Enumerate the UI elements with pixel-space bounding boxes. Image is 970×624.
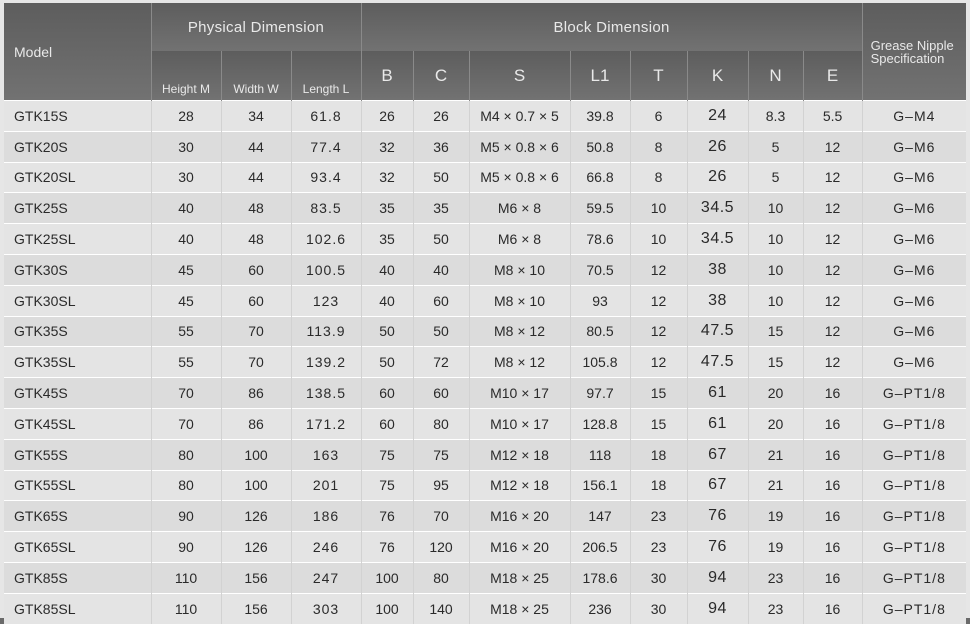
cell-b: 32 (361, 131, 413, 162)
header-grease-line1: Grease Nipple (870, 37, 954, 53)
cell-s: M10 × 17 (469, 378, 570, 409)
cell-b: 100 (361, 593, 413, 623)
cell-b: 75 (361, 439, 413, 470)
cell-c: 70 (413, 501, 469, 532)
cell-k: 38 (687, 285, 748, 316)
cell-grease-spec: G–M6 (862, 347, 966, 378)
cell-n: 5 (748, 131, 803, 162)
cell-model: GTK65S (4, 501, 151, 532)
cell-n: 8.3 (748, 101, 803, 132)
cell-grease-spec: G–M6 (862, 224, 966, 255)
cell-s: M5 × 0.8 × 6 (469, 162, 570, 193)
cell-height-m: 30 (151, 162, 221, 193)
cell-width-w: 156 (221, 593, 291, 623)
cell-l1: 93 (570, 285, 630, 316)
cell-c: 80 (413, 408, 469, 439)
table-row (4, 316, 966, 347)
cell-t: 15 (630, 378, 687, 409)
cell-e: 16 (803, 501, 862, 532)
cell-height-m: 90 (151, 501, 221, 532)
cell-k: 76 (687, 501, 748, 532)
cell-width-w: 156 (221, 562, 291, 593)
cell-length-l: 100.5 (291, 254, 361, 285)
table-row (4, 101, 966, 132)
cell-n: 21 (748, 470, 803, 501)
cell-s: M8 × 10 (469, 285, 570, 316)
cell-s: M5 × 0.8 × 6 (469, 131, 570, 162)
table-row (4, 439, 966, 470)
table-row (4, 532, 966, 563)
cell-t: 12 (630, 347, 687, 378)
cell-e: 16 (803, 408, 862, 439)
cell-width-w: 100 (221, 439, 291, 470)
cell-b: 100 (361, 562, 413, 593)
cell-c: 26 (413, 101, 469, 132)
cell-n: 10 (748, 285, 803, 316)
table-row (4, 254, 966, 285)
cell-s: M18 × 25 (469, 593, 570, 623)
cell-width-w: 70 (221, 316, 291, 347)
cell-length-l: 113.9 (291, 316, 361, 347)
cell-n: 23 (748, 562, 803, 593)
cell-c: 60 (413, 285, 469, 316)
cell-t: 10 (630, 193, 687, 224)
cell-model: GTK65SL (4, 532, 151, 563)
cell-height-m: 40 (151, 224, 221, 255)
cell-height-m: 70 (151, 378, 221, 409)
cell-n: 23 (748, 593, 803, 623)
cell-length-l: 171.2 (291, 408, 361, 439)
cell-l1: 206.5 (570, 532, 630, 563)
cell-l1: 156.1 (570, 470, 630, 501)
cell-grease-spec: G–M6 (862, 285, 966, 316)
cell-s: M8 × 12 (469, 347, 570, 378)
cell-n: 19 (748, 501, 803, 532)
cell-e: 16 (803, 532, 862, 563)
cell-b: 32 (361, 162, 413, 193)
cell-s: M8 × 10 (469, 254, 570, 285)
header-s: S (469, 51, 570, 101)
cell-height-m: 45 (151, 254, 221, 285)
cell-height-m: 40 (151, 193, 221, 224)
cell-c: 95 (413, 470, 469, 501)
cell-t: 18 (630, 439, 687, 470)
cell-k: 47.5 (687, 347, 748, 378)
table-row (4, 131, 966, 162)
cell-n: 21 (748, 439, 803, 470)
cell-n: 10 (748, 224, 803, 255)
table-row (4, 285, 966, 316)
cell-n: 5 (748, 162, 803, 193)
cell-l1: 59.5 (570, 193, 630, 224)
header-k: K (687, 51, 748, 101)
table-row (4, 470, 966, 501)
cell-s: M10 × 17 (469, 408, 570, 439)
cell-l1: 39.8 (570, 101, 630, 132)
table-row (4, 501, 966, 532)
cell-e: 16 (803, 562, 862, 593)
cell-model: GTK85S (4, 562, 151, 593)
cell-length-l: 61.8 (291, 101, 361, 132)
cell-c: 50 (413, 162, 469, 193)
header-width-w: Width W (221, 51, 291, 101)
cell-s: M6 × 8 (469, 224, 570, 255)
cell-k: 38 (687, 254, 748, 285)
cell-b: 50 (361, 316, 413, 347)
cell-c: 140 (413, 593, 469, 623)
cell-e: 16 (803, 439, 862, 470)
table-row (4, 224, 966, 255)
cell-k: 24 (687, 101, 748, 132)
cell-e: 12 (803, 316, 862, 347)
cell-height-m: 110 (151, 562, 221, 593)
cell-n: 19 (748, 532, 803, 563)
cell-n: 20 (748, 408, 803, 439)
cell-c: 75 (413, 439, 469, 470)
cell-grease-spec: G–PT1/8 (862, 470, 966, 501)
cell-e: 12 (803, 193, 862, 224)
cell-height-m: 80 (151, 439, 221, 470)
table-row (4, 408, 966, 439)
cell-grease-spec: G–M6 (862, 254, 966, 285)
table-row (4, 347, 966, 378)
cell-l1: 105.8 (570, 347, 630, 378)
header-physical-dimension: Physical Dimension (151, 3, 361, 51)
cell-grease-spec: G–PT1/8 (862, 378, 966, 409)
cell-grease-spec: G–M6 (862, 193, 966, 224)
cell-height-m: 70 (151, 408, 221, 439)
cell-n: 15 (748, 347, 803, 378)
cell-s: M16 × 20 (469, 501, 570, 532)
cell-length-l: 138.5 (291, 378, 361, 409)
cell-s: M12 × 18 (469, 470, 570, 501)
cell-c: 50 (413, 224, 469, 255)
cell-b: 26 (361, 101, 413, 132)
cell-l1: 97.7 (570, 378, 630, 409)
cell-b: 60 (361, 408, 413, 439)
cell-height-m: 45 (151, 285, 221, 316)
cell-height-m: 90 (151, 532, 221, 563)
cell-width-w: 86 (221, 378, 291, 409)
header-grease-nipple (862, 3, 966, 101)
cell-length-l: 77.4 (291, 131, 361, 162)
cell-s: M18 × 25 (469, 562, 570, 593)
cell-e: 12 (803, 347, 862, 378)
cell-t: 8 (630, 131, 687, 162)
cell-e: 16 (803, 470, 862, 501)
cell-width-w: 86 (221, 408, 291, 439)
cell-grease-spec: G–M6 (862, 131, 966, 162)
cell-height-m: 55 (151, 347, 221, 378)
cell-l1: 128.8 (570, 408, 630, 439)
cell-width-w: 48 (221, 224, 291, 255)
cell-width-w: 100 (221, 470, 291, 501)
header-height-m: Height M (151, 51, 221, 101)
cell-model: GTK35S (4, 316, 151, 347)
cell-width-w: 126 (221, 501, 291, 532)
cell-l1: 80.5 (570, 316, 630, 347)
cell-model: GTK55S (4, 439, 151, 470)
header-c: C (413, 51, 469, 101)
table-row (4, 593, 966, 623)
header-l1: L1 (570, 51, 630, 101)
cell-t: 15 (630, 408, 687, 439)
cell-t: 12 (630, 316, 687, 347)
cell-t: 23 (630, 501, 687, 532)
cell-length-l: 139.2 (291, 347, 361, 378)
header-length-l: Length L (291, 51, 361, 101)
cell-model: GTK20S (4, 131, 151, 162)
cell-width-w: 44 (221, 162, 291, 193)
cell-k: 94 (687, 593, 748, 623)
cell-model: GTK85SL (4, 593, 151, 623)
dimension-table (4, 3, 966, 624)
cell-b: 35 (361, 193, 413, 224)
cell-model: GTK35SL (4, 347, 151, 378)
cell-s: M6 × 8 (469, 193, 570, 224)
cell-t: 12 (630, 285, 687, 316)
cell-grease-spec: G–PT1/8 (862, 408, 966, 439)
table-row (4, 378, 966, 409)
cell-l1: 236 (570, 593, 630, 623)
cell-height-m: 80 (151, 470, 221, 501)
cell-s: M8 × 12 (469, 316, 570, 347)
cell-n: 10 (748, 254, 803, 285)
cell-grease-spec: G–PT1/8 (862, 593, 966, 623)
cell-l1: 118 (570, 439, 630, 470)
cell-e: 12 (803, 285, 862, 316)
header-n: N (748, 51, 803, 101)
cell-c: 35 (413, 193, 469, 224)
cell-grease-spec: G–M6 (862, 162, 966, 193)
cell-model: GTK20SL (4, 162, 151, 193)
cell-b: 75 (361, 470, 413, 501)
cell-t: 12 (630, 254, 687, 285)
cell-height-m: 28 (151, 101, 221, 132)
cell-e: 16 (803, 593, 862, 623)
cell-width-w: 34 (221, 101, 291, 132)
cell-c: 80 (413, 562, 469, 593)
cell-e: 16 (803, 378, 862, 409)
cell-model: GTK55SL (4, 470, 151, 501)
cell-grease-spec: G–PT1/8 (862, 439, 966, 470)
cell-b: 35 (361, 224, 413, 255)
cell-k: 26 (687, 162, 748, 193)
cell-model: GTK25S (4, 193, 151, 224)
cell-c: 50 (413, 316, 469, 347)
header-block-dimension: Block Dimension (361, 3, 862, 51)
cell-t: 30 (630, 593, 687, 623)
header-e: E (803, 51, 862, 101)
cell-grease-spec: G–M6 (862, 316, 966, 347)
cell-length-l: 83.5 (291, 193, 361, 224)
cell-model: GTK30SL (4, 285, 151, 316)
table-row (4, 562, 966, 593)
cell-length-l: 247 (291, 562, 361, 593)
cell-e: 5.5 (803, 101, 862, 132)
header-grease-line2: Specification (870, 50, 945, 66)
cell-c: 36 (413, 131, 469, 162)
cell-c: 60 (413, 378, 469, 409)
cell-length-l: 102.6 (291, 224, 361, 255)
cell-l1: 50.8 (570, 131, 630, 162)
cell-grease-spec: G–PT1/8 (862, 532, 966, 563)
cell-length-l: 163 (291, 439, 361, 470)
cell-k: 94 (687, 562, 748, 593)
table-row (4, 162, 966, 193)
cell-k: 61 (687, 408, 748, 439)
cell-l1: 178.6 (570, 562, 630, 593)
cell-k: 34.5 (687, 224, 748, 255)
cell-l1: 70.5 (570, 254, 630, 285)
cell-k: 47.5 (687, 316, 748, 347)
cell-t: 6 (630, 101, 687, 132)
cell-length-l: 186 (291, 501, 361, 532)
cell-s: M12 × 18 (469, 439, 570, 470)
cell-width-w: 48 (221, 193, 291, 224)
cell-t: 30 (630, 562, 687, 593)
cell-t: 8 (630, 162, 687, 193)
cell-l1: 78.6 (570, 224, 630, 255)
table-row (4, 193, 966, 224)
cell-width-w: 60 (221, 254, 291, 285)
cell-k: 67 (687, 439, 748, 470)
cell-e: 12 (803, 254, 862, 285)
cell-l1: 147 (570, 501, 630, 532)
cell-n: 15 (748, 316, 803, 347)
header-b: B (361, 51, 413, 101)
cell-length-l: 93.4 (291, 162, 361, 193)
cell-length-l: 123 (291, 285, 361, 316)
cell-model: GTK30S (4, 254, 151, 285)
cell-height-m: 55 (151, 316, 221, 347)
cell-e: 12 (803, 131, 862, 162)
cell-e: 12 (803, 162, 862, 193)
cell-n: 10 (748, 193, 803, 224)
cell-c: 72 (413, 347, 469, 378)
cell-grease-spec: G–PT1/8 (862, 562, 966, 593)
cell-t: 18 (630, 470, 687, 501)
cell-b: 50 (361, 347, 413, 378)
cell-t: 23 (630, 532, 687, 563)
cell-length-l: 201 (291, 470, 361, 501)
cell-model: GTK25SL (4, 224, 151, 255)
cell-e: 12 (803, 224, 862, 255)
cell-s: M4 × 0.7 × 5 (469, 101, 570, 132)
cell-n: 20 (748, 378, 803, 409)
cell-width-w: 44 (221, 131, 291, 162)
cell-b: 76 (361, 532, 413, 563)
cell-model: GTK45SL (4, 408, 151, 439)
cell-length-l: 246 (291, 532, 361, 563)
cell-l1: 66.8 (570, 162, 630, 193)
cell-b: 76 (361, 501, 413, 532)
cell-grease-spec: G–M4 (862, 101, 966, 132)
cell-k: 61 (687, 378, 748, 409)
cell-height-m: 110 (151, 593, 221, 623)
cell-b: 40 (361, 254, 413, 285)
cell-s: M16 × 20 (469, 532, 570, 563)
cell-width-w: 70 (221, 347, 291, 378)
cell-model: GTK15S (4, 101, 151, 132)
table-body (4, 101, 966, 624)
cell-k: 34.5 (687, 193, 748, 224)
cell-k: 26 (687, 131, 748, 162)
cell-model: GTK45S (4, 378, 151, 409)
cell-k: 76 (687, 532, 748, 563)
cell-height-m: 30 (151, 131, 221, 162)
header-model: Model (4, 3, 151, 101)
cell-b: 60 (361, 378, 413, 409)
cell-length-l: 303 (291, 593, 361, 623)
cell-c: 40 (413, 254, 469, 285)
cell-b: 40 (361, 285, 413, 316)
cell-width-w: 126 (221, 532, 291, 563)
cell-width-w: 60 (221, 285, 291, 316)
cell-grease-spec: G–PT1/8 (862, 501, 966, 532)
header-t: T (630, 51, 687, 101)
cell-t: 10 (630, 224, 687, 255)
cell-c: 120 (413, 532, 469, 563)
cell-k: 67 (687, 470, 748, 501)
